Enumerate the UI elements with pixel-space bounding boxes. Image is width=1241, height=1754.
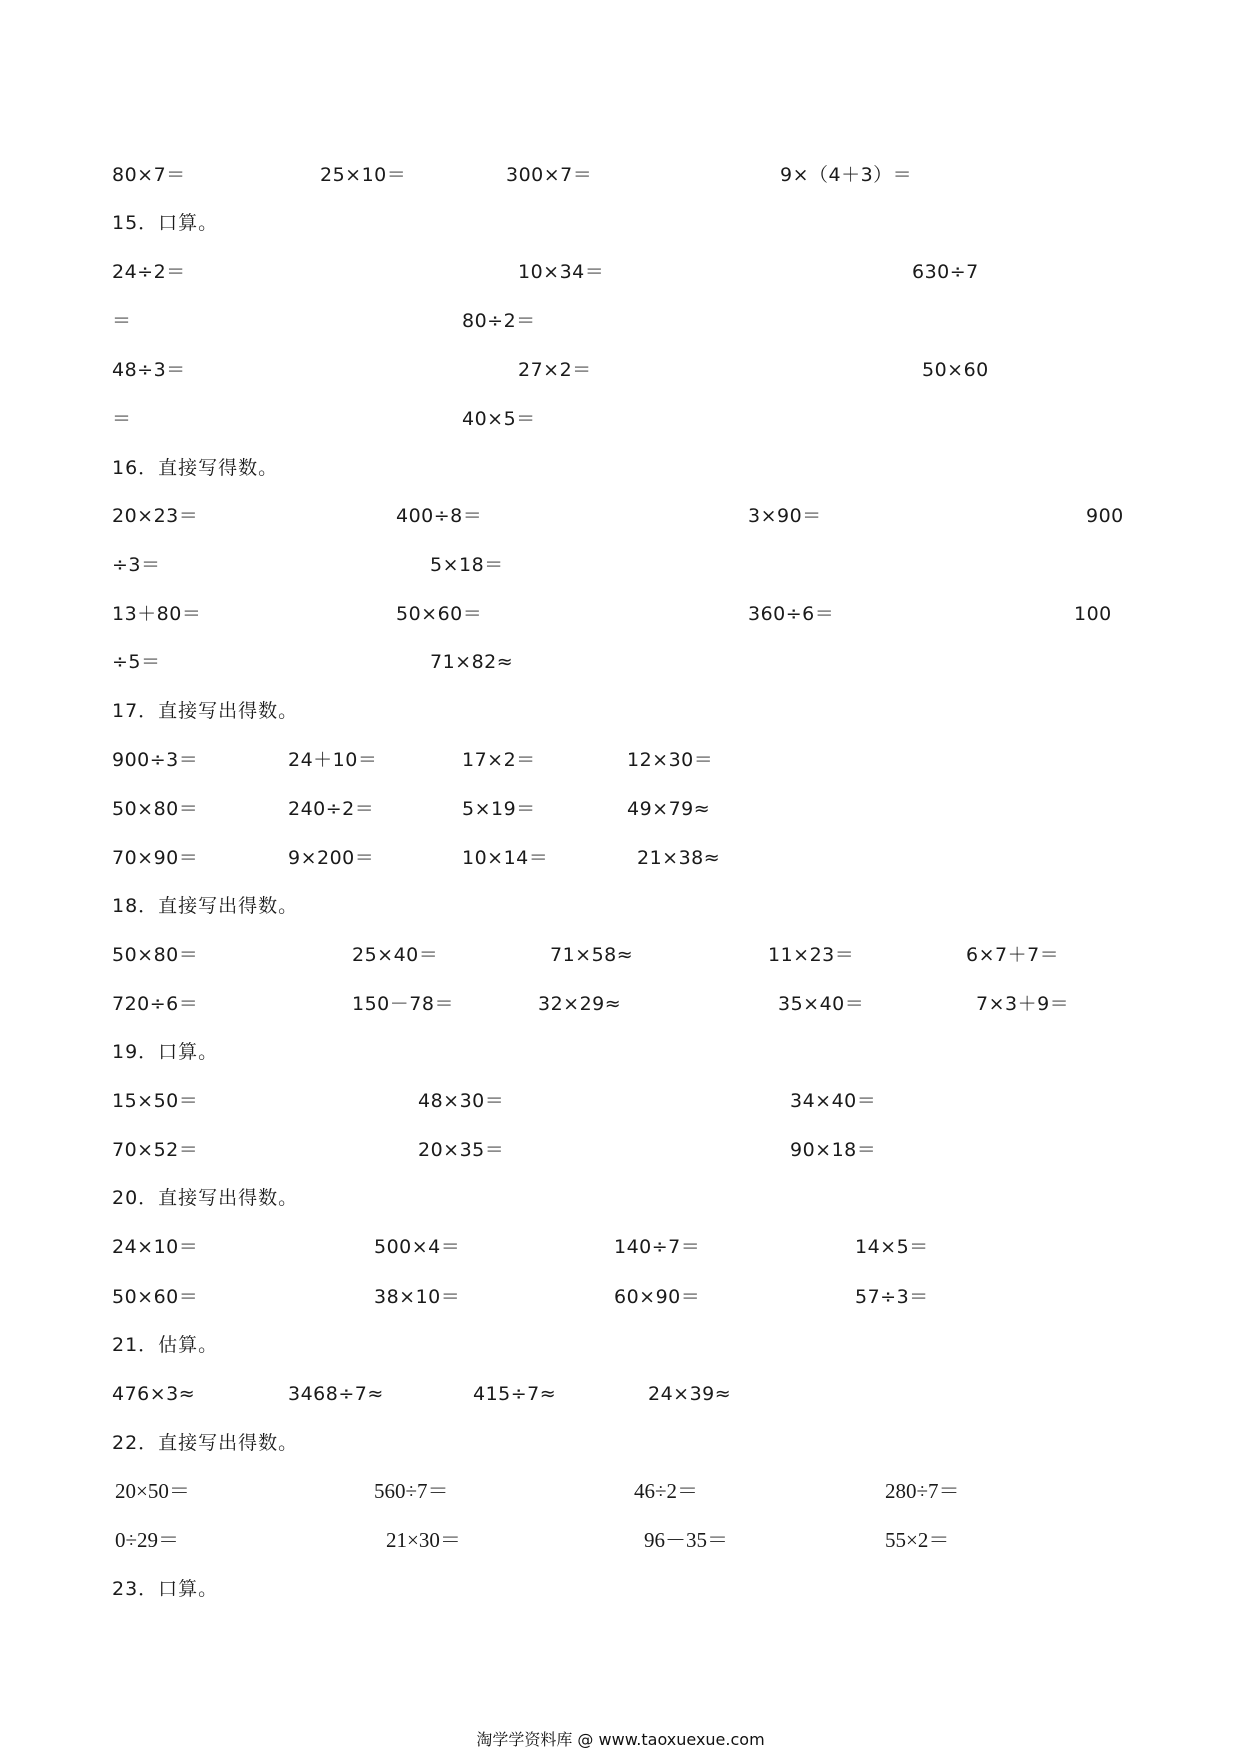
expression: 900 xyxy=(1086,505,1124,527)
expression: 70×52＝ xyxy=(112,1139,199,1161)
question-title-17: 17．直接写出得数。 xyxy=(112,700,299,722)
expression: 17×2＝ xyxy=(462,749,536,771)
expression: 50×60 xyxy=(922,359,989,381)
expression: 27×2＝ xyxy=(518,359,592,381)
expression: 24×10＝ xyxy=(112,1236,199,1258)
expression: 415÷7≈ xyxy=(473,1383,557,1405)
expression: 476×3≈ xyxy=(112,1383,196,1405)
expression: ÷3＝ xyxy=(112,554,161,576)
expression: 3468÷7≈ xyxy=(288,1383,384,1405)
expression: 24＋10＝ xyxy=(288,749,378,771)
expression: 25×10＝ xyxy=(320,164,407,186)
footer-watermark: 淘学学资料库 @ www.taoxuexue.com xyxy=(476,1730,765,1749)
expression: 57÷3＝ xyxy=(855,1286,929,1308)
expression: 5×18＝ xyxy=(430,554,504,576)
expression: 11×23＝ xyxy=(768,944,855,966)
expression: 630÷7 xyxy=(912,261,979,283)
question-title-20: 20．直接写出得数。 xyxy=(112,1187,299,1209)
expression: 50×60＝ xyxy=(396,603,483,625)
expression: 38×10＝ xyxy=(374,1286,461,1308)
expression: 400÷8＝ xyxy=(396,505,483,527)
expression: 80÷2＝ xyxy=(462,310,536,332)
expression: 46÷2＝ xyxy=(634,1479,699,1503)
expression: 50×80＝ xyxy=(112,944,199,966)
expression: 24÷2＝ xyxy=(112,261,186,283)
expression: 150－78＝ xyxy=(352,993,454,1015)
expression: 14×5＝ xyxy=(855,1236,929,1258)
expression: 3×90＝ xyxy=(748,505,822,527)
expression: 34×40＝ xyxy=(790,1090,877,1112)
expression: 20×23＝ xyxy=(112,505,199,527)
expression: 560÷7＝ xyxy=(374,1479,449,1503)
expression: 10×34＝ xyxy=(518,261,605,283)
expression: 96－35＝ xyxy=(644,1528,728,1552)
expression: 900÷3＝ xyxy=(112,749,199,771)
expression: ＝ xyxy=(112,310,132,332)
expression: 20×50＝ xyxy=(115,1479,190,1503)
expression: 71×82≈ xyxy=(430,651,514,673)
expression: 720÷6＝ xyxy=(112,993,199,1015)
expression: 80×7＝ xyxy=(112,164,186,186)
expression: 32×29≈ xyxy=(538,993,622,1015)
expression: 140÷7＝ xyxy=(614,1236,701,1258)
expression: ＝ xyxy=(112,408,132,430)
expression: 12×30＝ xyxy=(627,749,714,771)
expression: 5×19＝ xyxy=(462,798,536,820)
expression: 6×7＋7＝ xyxy=(966,944,1060,966)
expression: 71×58≈ xyxy=(550,944,634,966)
question-title-23: 23．口算。 xyxy=(112,1578,219,1600)
expression: 500×4＝ xyxy=(374,1236,461,1258)
expression: ÷5＝ xyxy=(112,651,161,673)
expression: 300×7＝ xyxy=(506,164,593,186)
expression: 13＋80＝ xyxy=(112,603,202,625)
expression: 10×14＝ xyxy=(462,847,549,869)
expression: 21×38≈ xyxy=(637,847,721,869)
expression: 0÷29＝ xyxy=(115,1528,180,1552)
expression: 20×35＝ xyxy=(418,1139,505,1161)
question-title-18: 18．直接写出得数。 xyxy=(112,895,299,917)
expression: 360÷6＝ xyxy=(748,603,835,625)
expression: 49×79≈ xyxy=(627,798,711,820)
expression: 70×90＝ xyxy=(112,847,199,869)
expression: 55×2＝ xyxy=(885,1528,950,1552)
expression: 90×18＝ xyxy=(790,1139,877,1161)
expression: 240÷2＝ xyxy=(288,798,375,820)
expression: 60×90＝ xyxy=(614,1286,701,1308)
expression: 7×3＋9＝ xyxy=(976,993,1070,1015)
expression: 50×80＝ xyxy=(112,798,199,820)
expression: 21×30＝ xyxy=(386,1528,461,1552)
expression: 25×40＝ xyxy=(352,944,439,966)
expression: 24×39≈ xyxy=(648,1383,732,1405)
expression: 9×200＝ xyxy=(288,847,375,869)
expression: 15×50＝ xyxy=(112,1090,199,1112)
expression: 9×（4＋3）＝ xyxy=(780,164,913,186)
expression: 48×30＝ xyxy=(418,1090,505,1112)
question-title-15: 15．口算。 xyxy=(112,212,219,234)
question-title-19: 19．口算。 xyxy=(112,1041,219,1063)
expression: 48÷3＝ xyxy=(112,359,186,381)
expression: 50×60＝ xyxy=(112,1286,199,1308)
expression: 280÷7＝ xyxy=(885,1479,960,1503)
question-title-16: 16．直接写得数。 xyxy=(112,457,279,479)
question-title-21: 21．估算。 xyxy=(112,1334,219,1356)
expression: 35×40＝ xyxy=(778,993,865,1015)
question-title-22: 22．直接写出得数。 xyxy=(112,1432,299,1454)
expression: 100 xyxy=(1074,603,1112,625)
expression: 40×5＝ xyxy=(462,408,536,430)
